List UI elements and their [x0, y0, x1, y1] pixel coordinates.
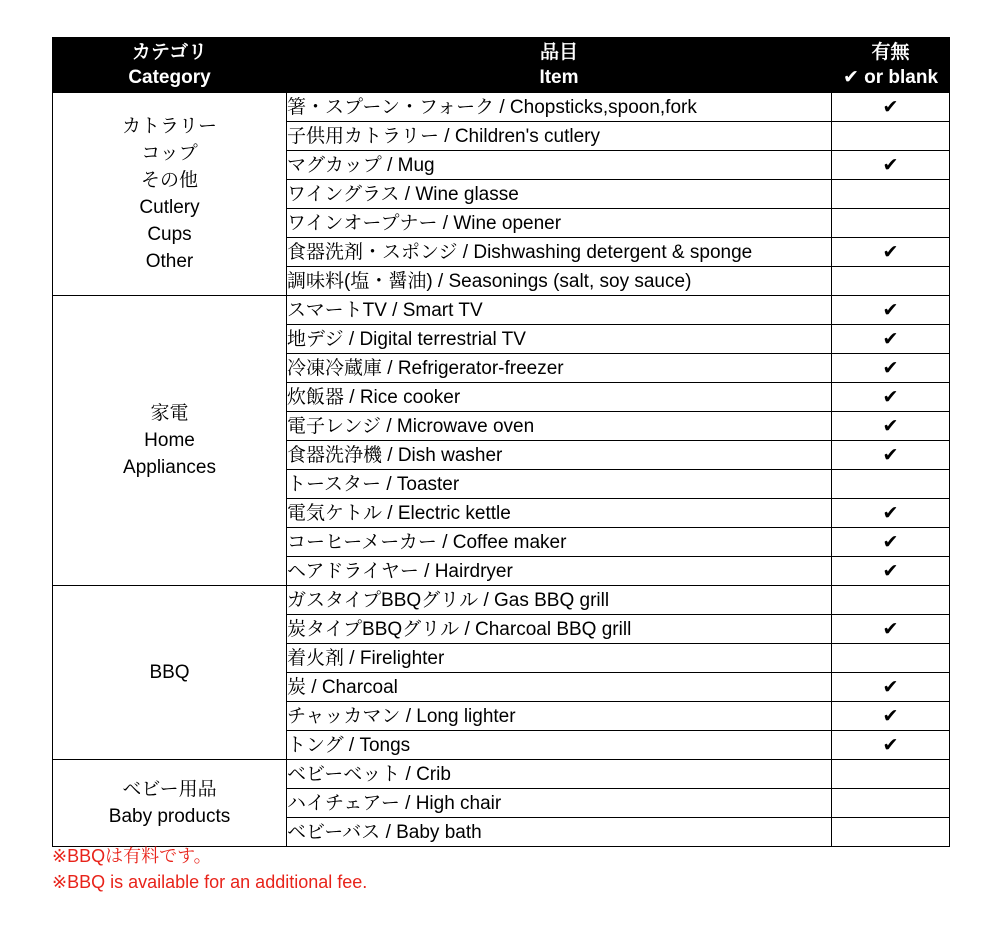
category-header-ja: カテゴリ	[131, 42, 208, 63]
footnotes	[52, 843, 367, 895]
item-name: 炊飯器 / Rice cooker	[287, 383, 832, 412]
checkmark-icon: ✔	[832, 441, 950, 470]
category-label: Baby products	[108, 806, 231, 827]
item-name: トング / Tongs	[287, 731, 832, 760]
table-header	[53, 38, 950, 93]
item-name: マグカップ / Mug	[287, 151, 832, 180]
item-header	[287, 38, 832, 93]
item-name: ハイチェアー / High chair	[287, 789, 832, 818]
checkmark-icon: ✔	[832, 557, 950, 586]
item-name: コーヒーメーカー / Coffee maker	[287, 528, 832, 557]
category-label: BBQ	[149, 662, 190, 683]
header-row	[53, 38, 950, 93]
item-name: 炭 / Charcoal	[287, 673, 832, 702]
checkmark-icon	[832, 586, 950, 615]
checkmark-icon: ✔	[832, 702, 950, 731]
category-cell	[53, 760, 287, 847]
amenities-table	[52, 37, 950, 847]
checkmark-icon: ✔	[832, 673, 950, 702]
checkmark-icon	[832, 122, 950, 151]
checkmark-icon	[832, 789, 950, 818]
item-name: ワインオープナー / Wine opener	[287, 209, 832, 238]
checkmark-icon: ✔	[832, 325, 950, 354]
item-header-ja: 品目	[539, 42, 578, 63]
item-name: 子供用カトラリー / Children's cutlery	[287, 122, 832, 151]
category-label: その他	[140, 170, 198, 191]
category-label: Home	[144, 430, 195, 451]
category-label: カトラリー	[121, 116, 217, 137]
table-row	[53, 296, 950, 325]
checkmark-icon	[832, 267, 950, 296]
table-row	[53, 586, 950, 615]
checkmark-icon: ✔	[832, 731, 950, 760]
checkmark-icon: ✔	[832, 151, 950, 180]
checkmark-icon: ✔	[832, 93, 950, 122]
checkmark-icon: ✔	[832, 238, 950, 267]
category-cell	[53, 586, 287, 760]
checkmark-icon	[832, 760, 950, 789]
category-label: Cutlery	[139, 197, 200, 218]
availability-header-en: ✔ or blank	[842, 67, 939, 88]
item-name: ヘアドライヤー / Hairdryer	[287, 557, 832, 586]
category-label: Other	[145, 251, 194, 272]
table-body	[53, 93, 950, 847]
bbq-fee-note-ja: ※BBQは有料です。	[52, 846, 212, 866]
checkmark-icon: ✔	[832, 383, 950, 412]
category-cell	[53, 93, 287, 296]
item-name: ベビーベット / Crib	[287, 760, 832, 789]
checkmark-icon: ✔	[832, 499, 950, 528]
checkmark-icon	[832, 180, 950, 209]
category-header	[53, 38, 287, 93]
category-label: Appliances	[123, 457, 216, 478]
item-name: ガスタイプBBQグリル / Gas BBQ grill	[287, 586, 832, 615]
category-label: ベビー用品	[122, 779, 217, 800]
item-name: ワイングラス / Wine glasse	[287, 180, 832, 209]
checkmark-icon	[832, 209, 950, 238]
checkmark-icon: ✔	[832, 296, 950, 325]
item-name: 炭タイプBBQグリル / Charcoal BBQ grill	[287, 615, 832, 644]
availability-header-ja: 有無	[871, 42, 910, 63]
table-row	[53, 760, 950, 789]
bbq-fee-note-en: ※BBQ is available for an additional fee.	[52, 872, 368, 892]
item-name: トースター / Toaster	[287, 470, 832, 499]
item-name: 食器洗浄機 / Dish washer	[287, 441, 832, 470]
checkmark-icon	[832, 644, 950, 673]
category-label: コップ	[141, 143, 198, 164]
category-cell	[53, 296, 287, 586]
category-label: 家電	[150, 403, 189, 424]
checkmark-icon: ✔	[832, 412, 950, 441]
item-name: 電子レンジ / Microwave oven	[287, 412, 832, 441]
item-name: ベビーバス / Baby bath	[287, 818, 832, 847]
checkmark-icon	[832, 818, 950, 847]
item-header-en: Item	[539, 67, 579, 88]
item-name: 箸・スプーン・フォーク / Chopsticks,spoon,fork	[287, 93, 832, 122]
amenities-sheet	[52, 37, 950, 847]
checkmark-icon: ✔	[832, 528, 950, 557]
checkmark-icon: ✔	[832, 354, 950, 383]
item-name: 着火剤 / Firelighter	[287, 644, 832, 673]
category-label: Cups	[147, 224, 192, 245]
item-name: 調味料(塩・醤油) / Seasonings (salt, soy sauce)	[287, 267, 832, 296]
checkmark-icon: ✔	[832, 615, 950, 644]
checkmark-icon	[832, 470, 950, 499]
category-header-en: Category	[128, 67, 211, 88]
item-name: スマートTV / Smart TV	[287, 296, 832, 325]
availability-header	[832, 38, 950, 93]
item-name: 電気ケトル / Electric kettle	[287, 499, 832, 528]
item-name: 冷凍冷蔵庫 / Refrigerator-freezer	[287, 354, 832, 383]
item-name: チャッカマン / Long lighter	[287, 702, 832, 731]
table-row	[53, 93, 950, 122]
item-name: 地デジ / Digital terrestrial TV	[287, 325, 832, 354]
item-name: 食器洗剤・スポンジ / Dishwashing detergent & sponge	[287, 238, 832, 267]
